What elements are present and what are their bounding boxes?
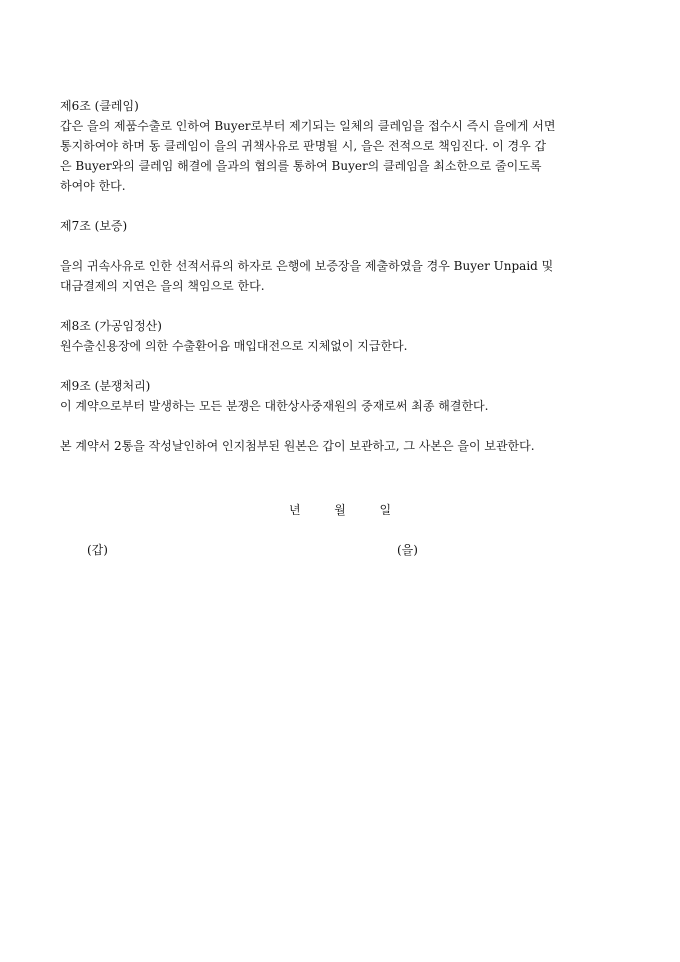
article-6	[60, 96, 622, 196]
article-6-line-4: 하여야 한다.	[60, 179, 126, 193]
party-a-label: (갑)	[87, 543, 108, 557]
article-8	[60, 316, 622, 356]
article-6-line-3: 은 Buyer와의 클레임 해결에 을과의 협의를 통하여 Buyer의 클레임을 최소한으로 줄이도록	[60, 159, 542, 173]
date-month: 월	[334, 503, 346, 517]
article-9-line-1: 이 계약으로부터 발생하는 모든 분쟁은 대한상사중재원의 중재로써 최종 해결한다.	[60, 399, 489, 413]
date-year: 년	[288, 503, 301, 517]
article-9-title: 제9조 (분쟁처리)	[60, 379, 151, 393]
article-6-title: 제6조 (클레임)	[60, 99, 139, 113]
article-6-line-2: 통지하여야 하며 동 클레임이 을의 귀책사유로 판명될 시, 을은 전적으로 책임진다. 이 경우 갑	[60, 139, 547, 153]
article-7	[60, 216, 622, 296]
signing-date	[0, 500, 680, 520]
contract-body	[60, 96, 622, 456]
party-b-label: (을)	[397, 543, 418, 557]
article-9	[60, 376, 622, 416]
closing-statement: 본 계약서 2통을 작성날인하여 인지첨부된 원본은 갑이 보관하고, 그 사본은 을이 보관한다.	[60, 439, 535, 453]
article-8-title: 제8조 (가공임정산)	[60, 319, 162, 333]
article-8-line-1: 원수출신용장에 의한 수출환어음 매입대전으로 지체없이 지급한다.	[60, 339, 408, 353]
date-day: 일	[379, 503, 392, 517]
article-7-title: 제7조 (보증)	[60, 219, 128, 233]
article-6-line-1: 갑은 을의 제품수출로 인하여 Buyer로부터 제기되는 일체의 클레임을 접수시 즉시 을에게 서면	[60, 119, 556, 133]
article-7-line-2: 대금결제의 지연은 을의 책임으로 한다.	[60, 279, 265, 293]
article-7-line-1: 을의 귀속사유로 인한 선적서류의 하자로 은행에 보증장을 제출하였을 경우 Buyer Unpaid 및	[60, 259, 554, 273]
